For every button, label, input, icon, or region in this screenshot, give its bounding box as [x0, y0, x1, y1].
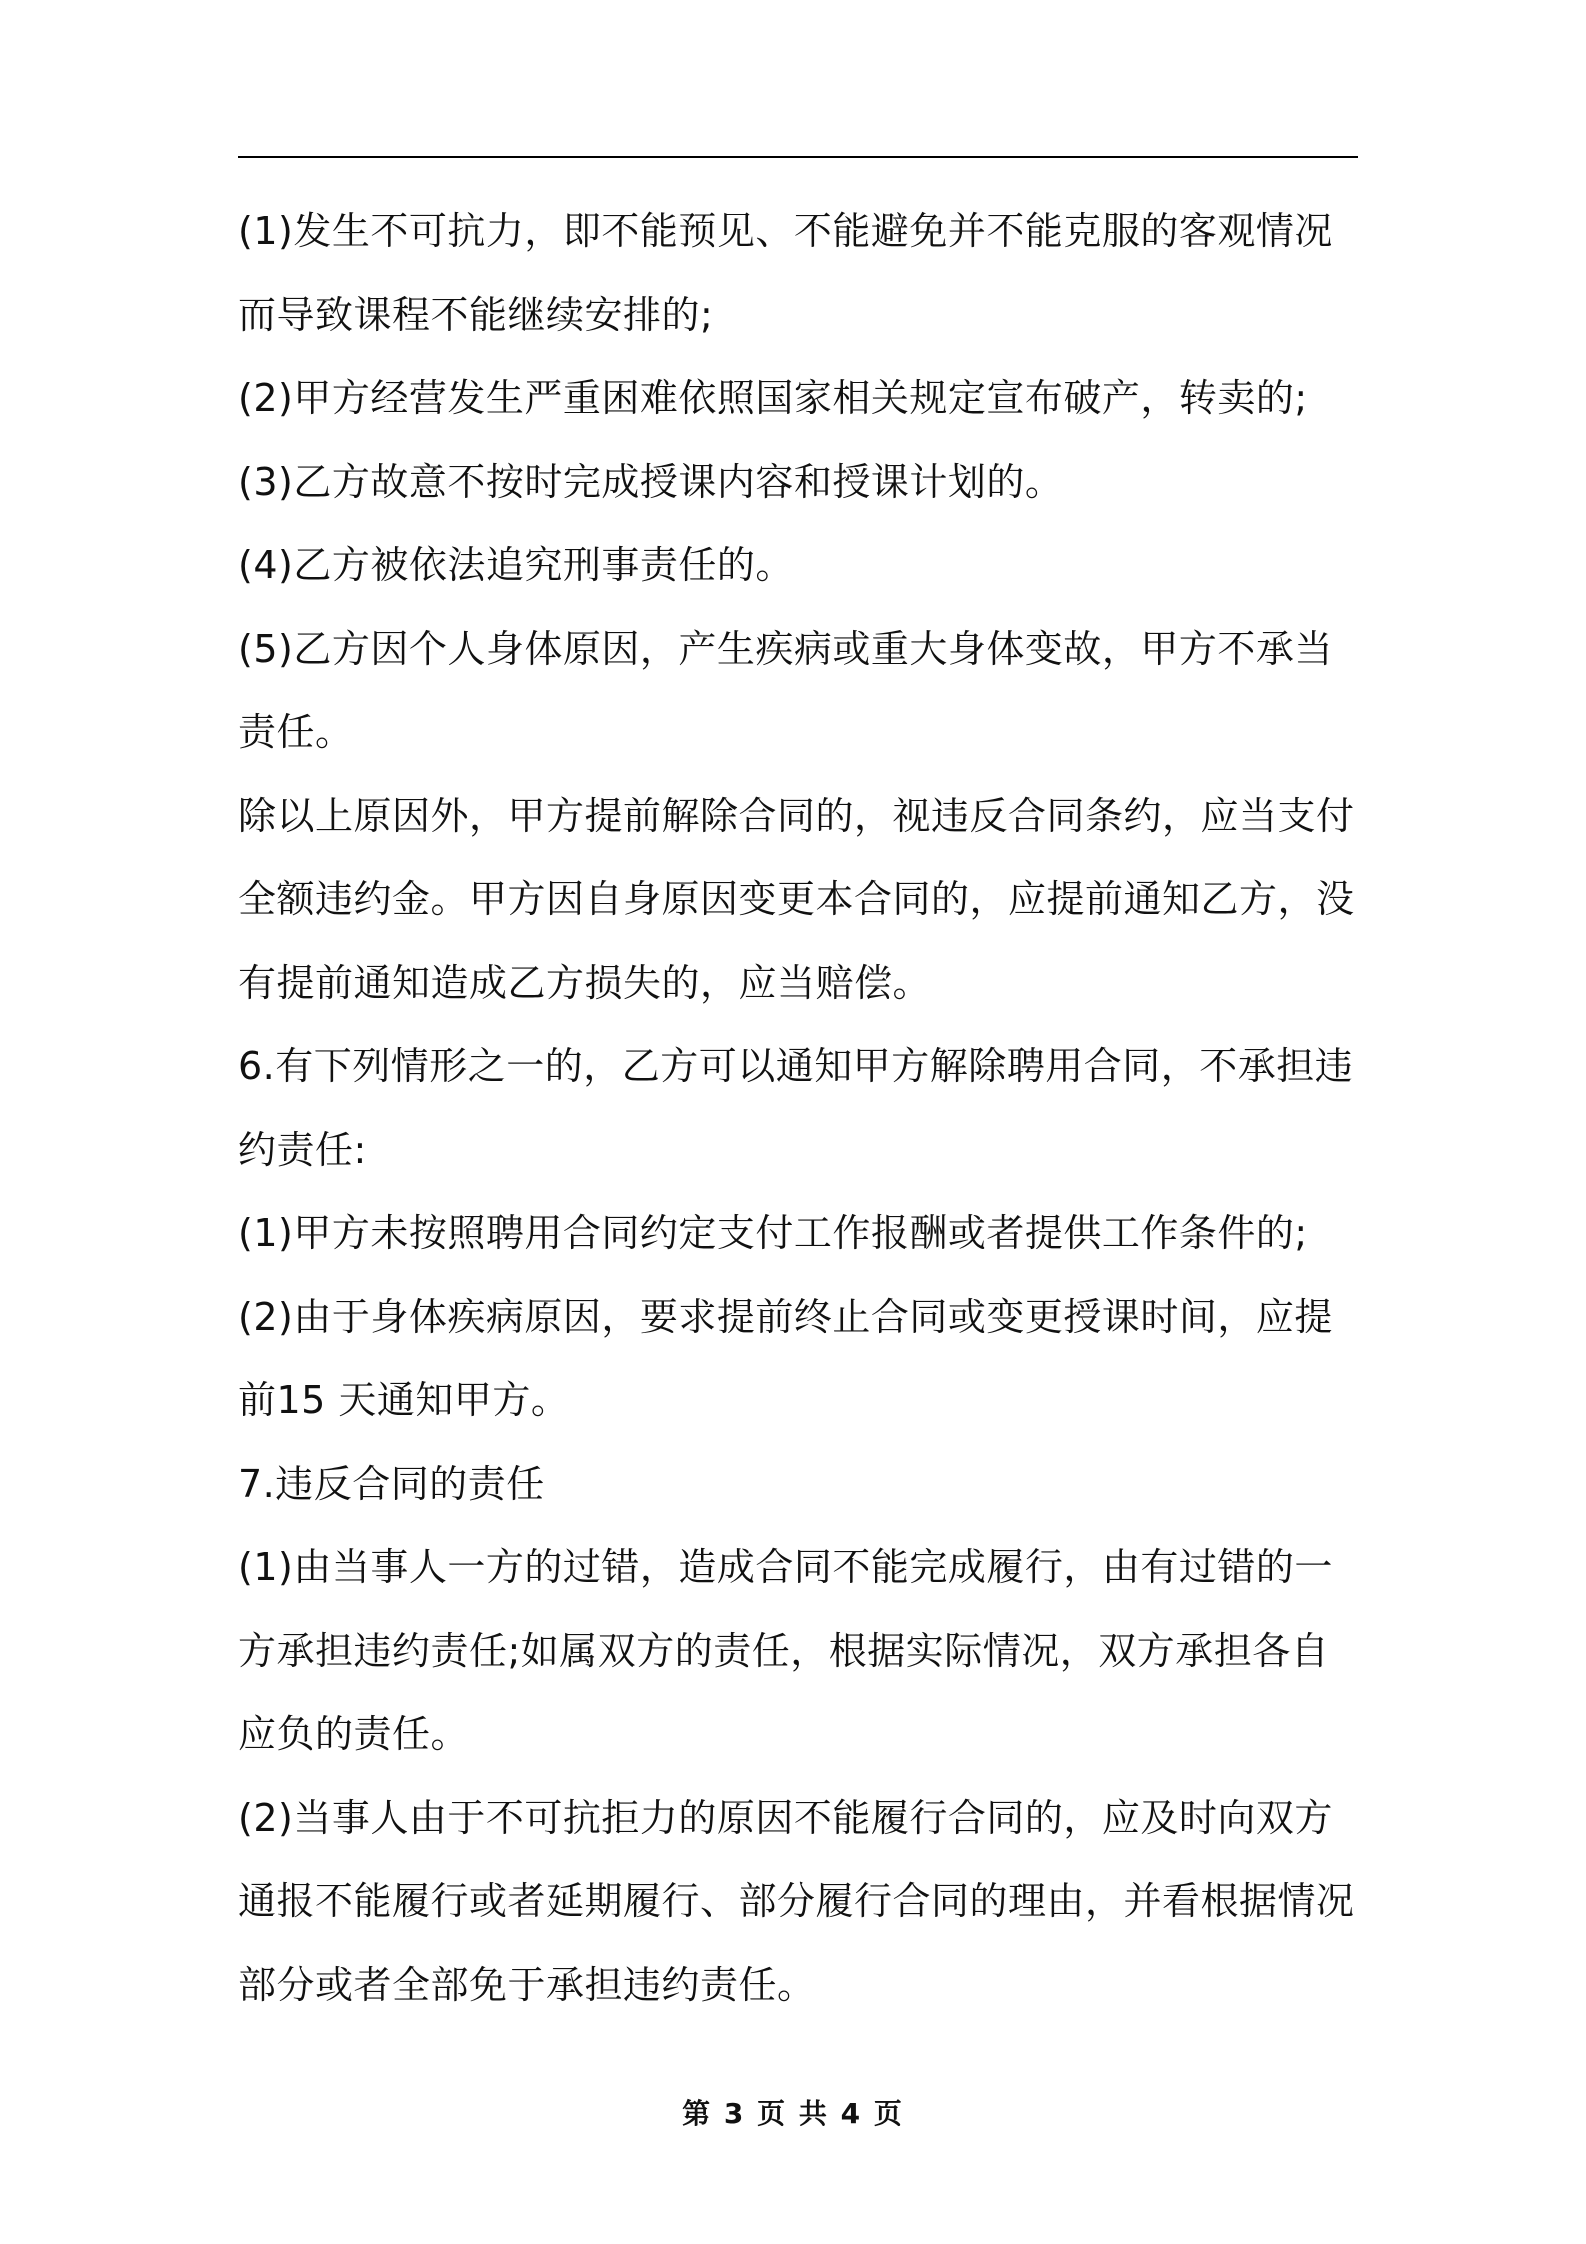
clause-paragraph: (2)当事人由于不可抗拒力的原因不能履行合同的，应及时向双方通报不能履行或者延期履行、部分履行合同的理由，并看根据情况部分或者全部免于承担违约责任。: [238, 1795, 1355, 2007]
clause-paragraph: (4)乙方被依法追究刑事责任的。: [238, 543, 794, 587]
clause-paragraph: (2)甲方经营发生严重困难依照国家相关规定宣布破产，转卖的;: [238, 376, 1308, 420]
clause-paragraph: (2)由于身体疾病原因，要求提前终止合同或变更授课时间，应提前15 天通知甲方。: [238, 1294, 1333, 1422]
header-divider: [238, 156, 1358, 158]
clause-paragraph: (1)由当事人一方的过错，造成合同不能完成履行，由有过错的一方承担违约责任;如属双方的责任，根据实际情况，双方承担各自应负的责任。: [238, 1545, 1333, 1756]
section-heading: 7.违反合同的责任: [238, 1461, 545, 1506]
section-heading: 6.有下列情形之一的，乙方可以通知甲方解除聘用合同，不承担违约责任:: [238, 1044, 1354, 1172]
clause-paragraph: (5)乙方因个人身体原因，产生疾病或重大身体变故，甲方不承当责任。: [238, 626, 1333, 754]
clause-paragraph: (3)乙方故意不按时完成授课内容和授课计划的。: [238, 459, 1064, 504]
page-number-footer: 第 3 页 共 4 页: [682, 2097, 904, 2130]
clause-paragraph: (1)甲方未按照聘用合同约定支付工作报酬或者提供工作条件的;: [238, 1211, 1308, 1255]
clause-paragraph: 除以上原因外，甲方提前解除合同的，视违反合同条约，应当支付全额违约金。甲方因自身原因变更本合同的，应提前通知乙方，没有提前通知造成乙方损失的，应当赔偿。: [238, 793, 1355, 1005]
document-body: [238, 190, 1358, 2027]
clause-paragraph: (1)发生不可抗力，即不能预见、不能避免并不能克服的客观情况而导致课程不能继续安排的;: [238, 209, 1333, 337]
